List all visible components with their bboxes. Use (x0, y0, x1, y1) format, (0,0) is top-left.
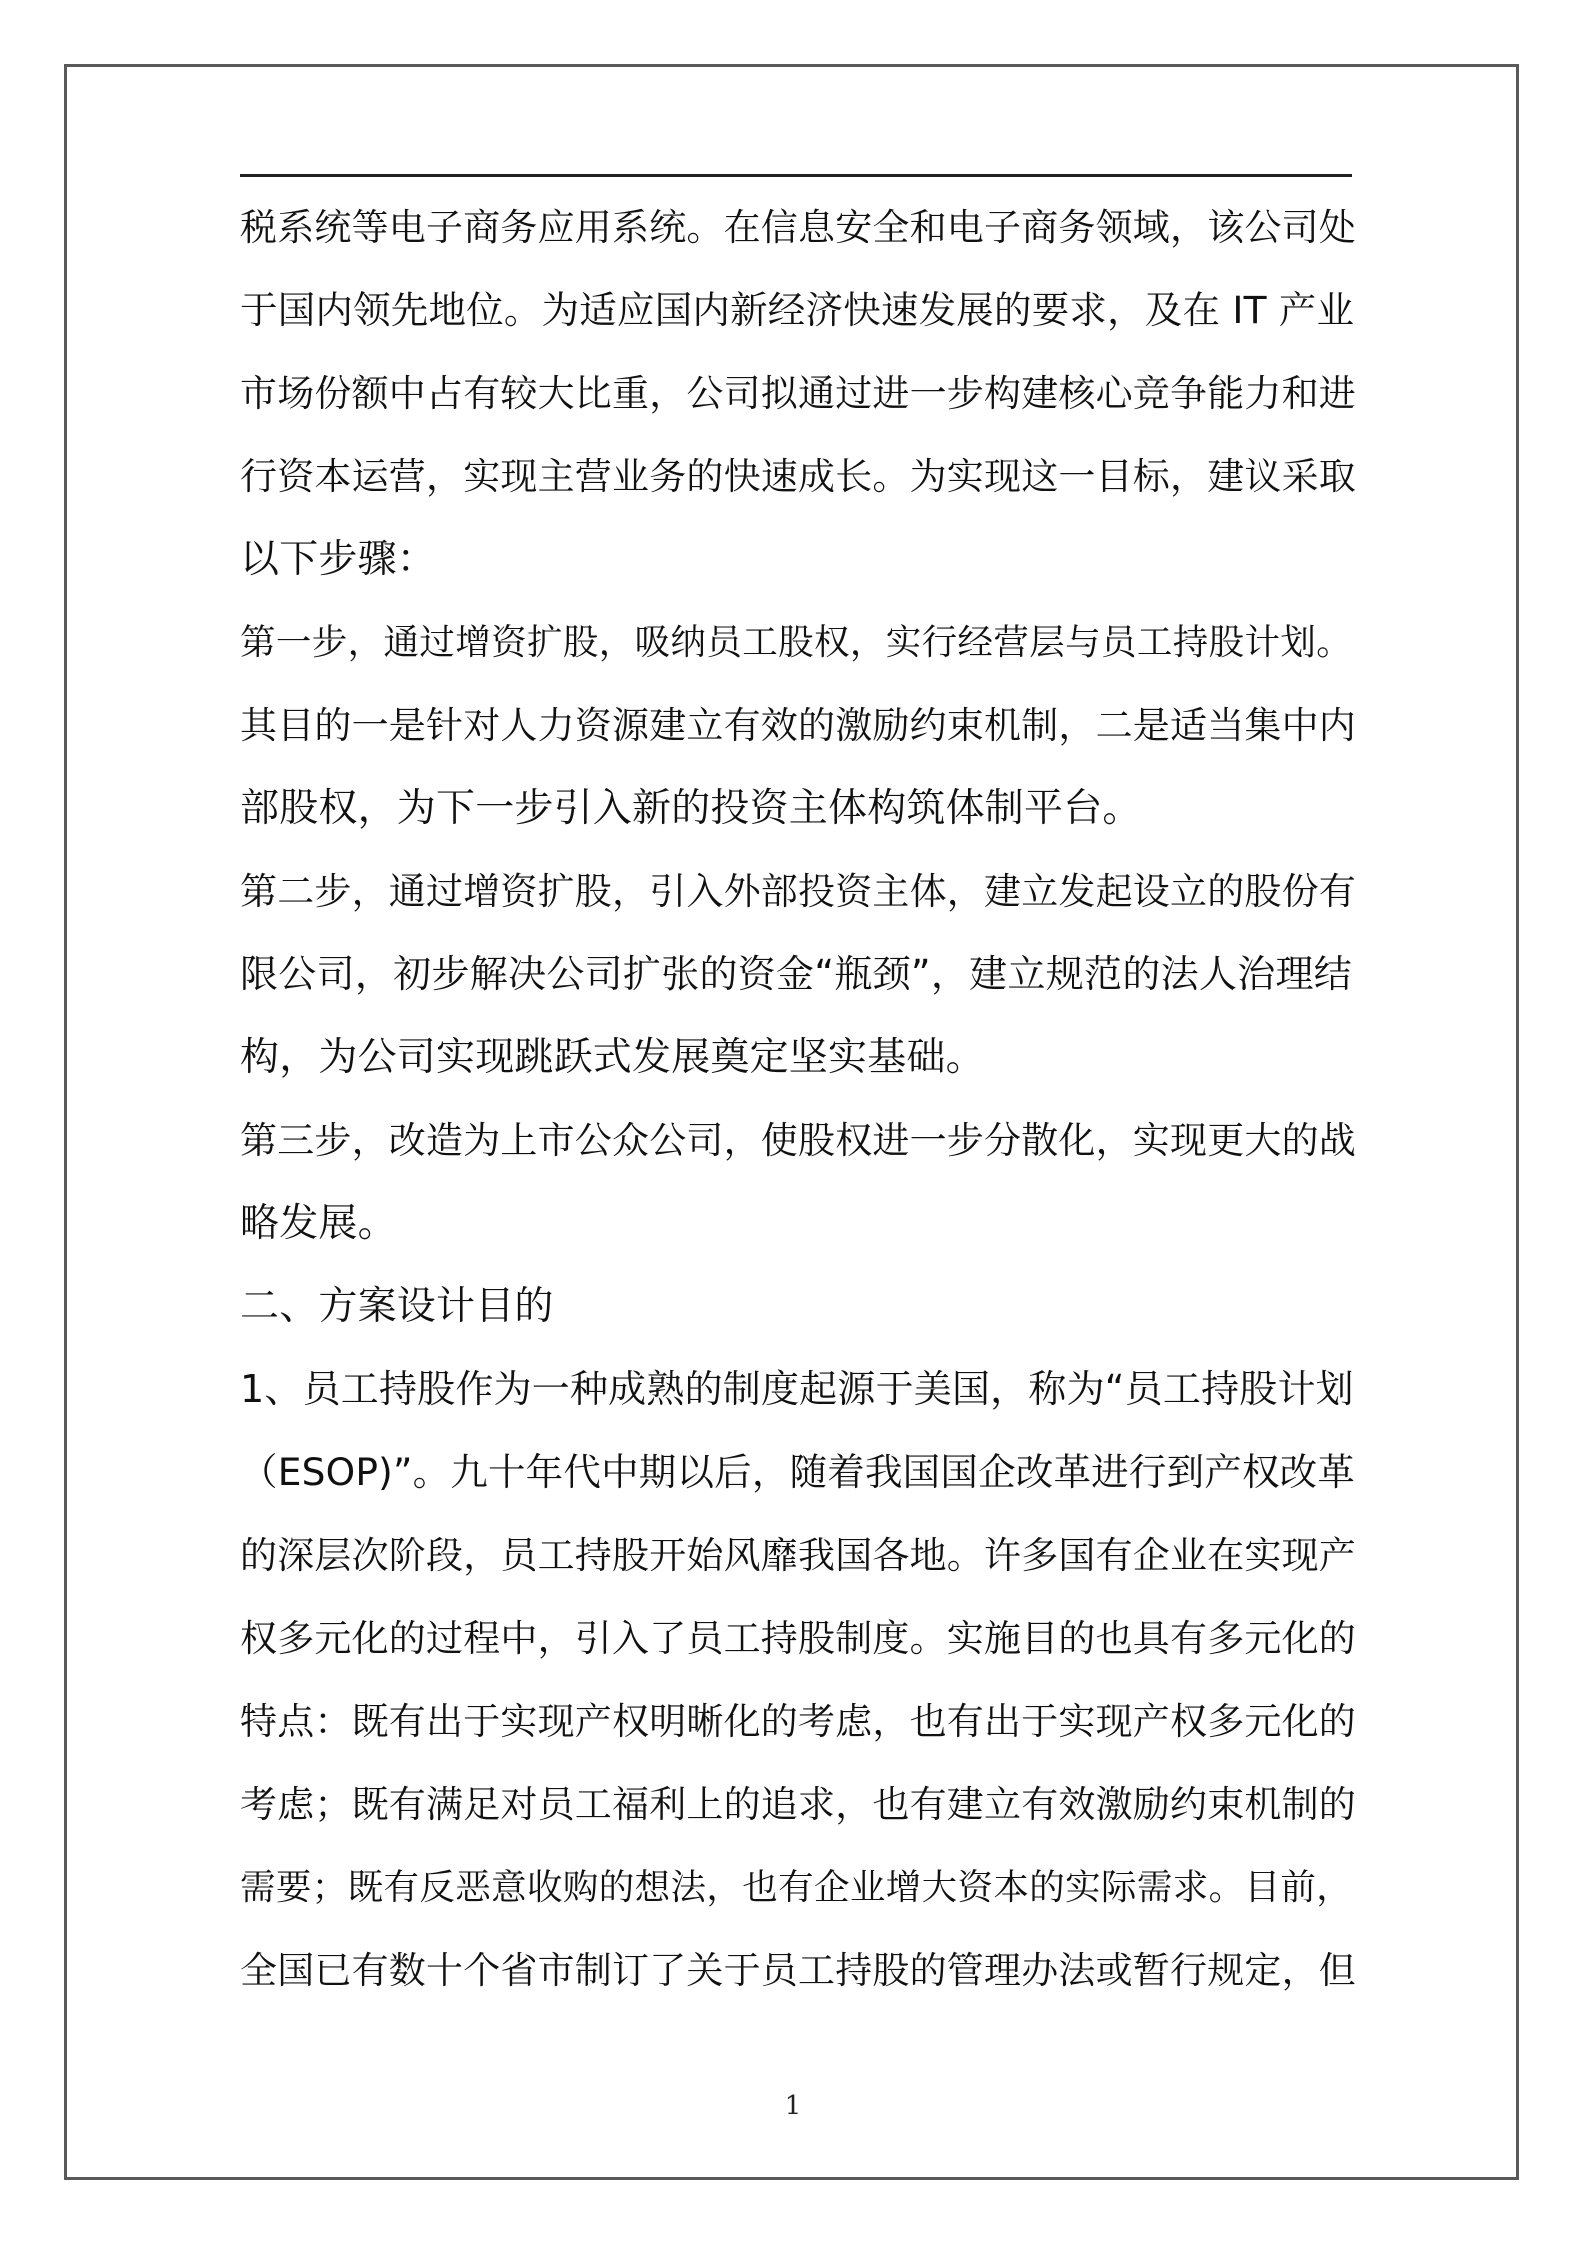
document-body (240, 186, 1356, 2012)
text-line: 需要；既有反恶意收购的想法，也有企业增大资本的实际需求。目前， (240, 1867, 1352, 1908)
text-line: 其目的一是针对人力资源建立有效的激励约束机制，二是适当集中内 (240, 704, 1356, 747)
text-line: 限公司，初步解决公司扩张的资金“瓶颈”，建立规范的法人治理结 (240, 952, 1352, 996)
page-number: 1 (784, 2091, 802, 2121)
text-line: 税系统等电子商务应用系统。在信息安全和电子商务领域，该公司处 (240, 206, 1356, 249)
section-heading: 二、方案设计目的 (240, 1284, 554, 1329)
text-line: （ESOP)”。九十年代中期以后，随着我国国企改革进行到产权改革 (240, 1450, 1356, 1494)
text-line: 于国内领先地位。为适应国内新经济快速发展的要求，及在 IT 产业 (240, 288, 1355, 332)
header-rule (240, 174, 1352, 177)
text-line: 的深层次阶段，员工持股开始风靡我国各地。许多国有企业在实现产 (240, 1534, 1356, 1577)
text-line: 行资本运营，实现主营业务的快速成长。为实现这一目标，建议采取 (240, 455, 1356, 498)
text-line: 特点：既有出于实现产权明晰化的考虑，也有出于实现产权多元化的 (240, 1700, 1356, 1743)
step-two-line: 第二步，通过增资扩股，引入外部投资主体，建立发起设立的股份有 (240, 870, 1356, 913)
text-line: 全国已有数十个省市制订了关于员工持股的管理办法或暂行规定，但 (240, 1949, 1356, 1992)
text-line: 权多元化的过程中，引入了员工持股制度。实施目的也具有多元化的 (240, 1617, 1356, 1660)
step-one-line: 第一步，通过增资扩股，吸纳员工股权，实行经营层与员工持股计划。 (240, 622, 1352, 663)
text-line: 1、员工持股作为一种成熟的制度起源于美国，称为“员工持股计划 (240, 1367, 1354, 1411)
text-line: 市场份额中占有较大比重，公司拟通过进一步构建核心竞争能力和进 (240, 372, 1356, 415)
text-line: 部股权，为下一步引入新的投资主体构筑体制平台。 (240, 786, 1142, 831)
text-line: 以下步骤： (240, 537, 437, 582)
text-line: 构，为公司实现跳跃式发展奠定坚实基础。 (240, 1035, 985, 1080)
text-line: 考虑；既有满足对员工福利上的追求，也有建立有效激励约束机制的 (240, 1783, 1356, 1826)
step-three-line: 第三步，改造为上市公众公司，使股权进一步分散化，实现更大的战 (240, 1119, 1356, 1162)
text-line: 略发展。 (240, 1201, 397, 1246)
